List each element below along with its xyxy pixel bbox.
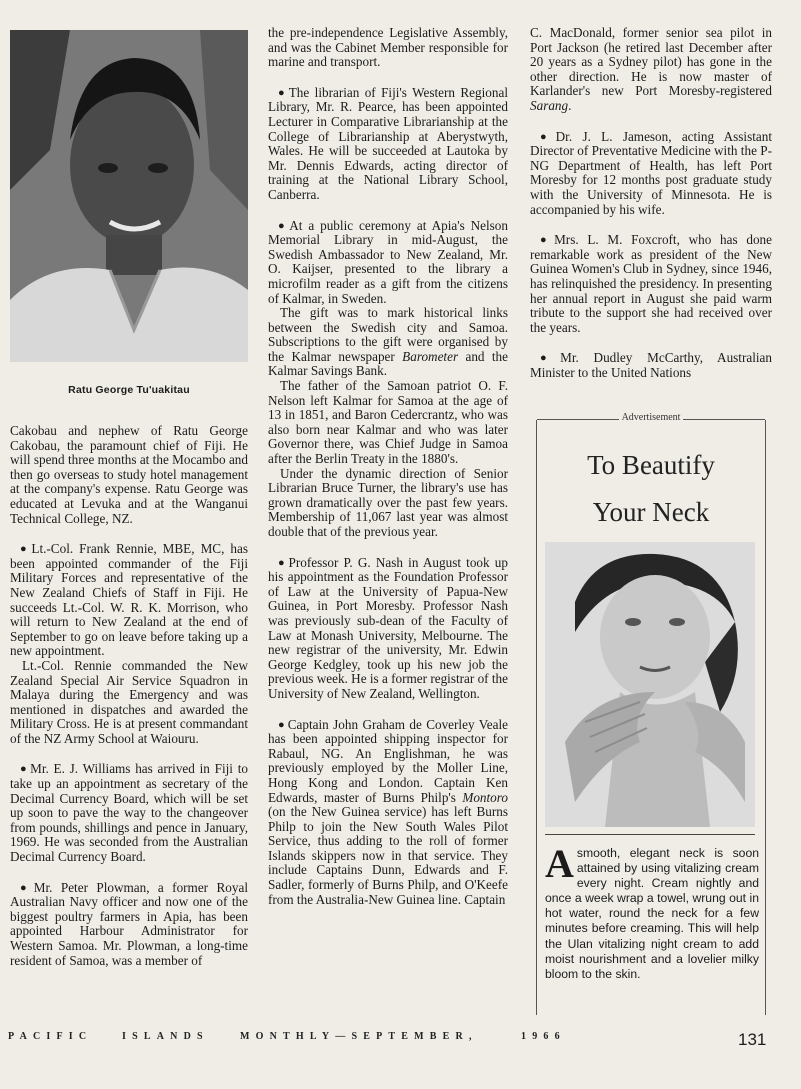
article-paragraph: ● Mr. Peter Plowman, a former Royal Australian Navy officer and now one of the biggest poultry farmers in Apia, has been appointed Harbour Administrator for Western Samoa. Mr. Plowman, a long-time resident of Samoa, was a member of [10, 879, 248, 968]
bullet-icon: ● [540, 352, 559, 365]
ad-headline: To Beautify Your Neck [587, 450, 715, 527]
bullet-icon: ● [278, 219, 288, 232]
publication-year: 1966 [521, 1031, 566, 1042]
article-paragraph: Lt.-Col. Rennie commanded the New Zealand Special Air Service Squadron in Malaya during the Emergency and was mentioned in dispatches and awarded the Military Cross. He is at present commandant of the NZ Army School at Waiouru. [10, 657, 248, 746]
article-paragraph: ● Mr. Dudley McCarthy, Australian Minister to the United Nations [530, 350, 772, 380]
publication-issue: MONTHLY—SEPTEMBER, [240, 1031, 478, 1042]
article-paragraph: Cakobau and nephew of Ratu George Cakobau, the paramount chief of Fiji. He will spend three months at the Mocambo and then go overseas to study hotel management at the company's expense. Ratu George was educated at Levuka and at the Wanganui Technical College, NZ. [10, 423, 248, 526]
article-paragraph: ● Dr. J. L. Jameson, acting Assistant Director of Preventative Medicine with the P-NG Department of Health, has left Port Moresby for 12 months post graduate study with the University of Minnesota. He is accompanied by his wife. [530, 128, 772, 217]
article-paragraph: ● Mrs. L. M. Foxcroft, who has done remarkable work as president of the New Guinea Women's Club in Sydney, since 1946, has relinquished the presidency. In presenting her annual report in August she paid warm tribute to the support she had received over the years. [530, 232, 772, 335]
column-3 [530, 26, 772, 380]
bullet-icon: ● [278, 718, 286, 731]
bullet-icon: ● [278, 556, 287, 569]
page-footer [8, 1031, 768, 1051]
article-paragraph: ● Mr. E. J. Williams has arrived in Fiji to take up an appointment as secretary of the Decimal Currency Board, which will be set up soon to pave the way to the changeover from pounds, shillings and pence in January, 1969. He was seconded from the Australian Decimal Currency Board. [10, 761, 248, 865]
article-paragraph: ● Lt.-Col. Frank Rennie, MBE, MC, has been appointed commander of the Fiji Military Forces and representative of the New Zealand Chiefs of Staff in Fiji. He succeeds Lt.-Col. W. R. K. Morrison, who will return to New Zealand at the end of September to go on leave before taking up a new appointment. [10, 541, 248, 659]
bullet-icon: ● [20, 881, 32, 894]
advertisement [536, 412, 766, 1015]
portrait-photo [10, 30, 248, 362]
ad-photo [545, 542, 755, 827]
ad-image [545, 542, 755, 827]
bullet-icon: ● [20, 763, 29, 776]
publication-name: ISLANDS [122, 1031, 209, 1042]
bullet-icon: ● [540, 130, 554, 143]
bullet-icon: ● [20, 543, 30, 556]
article-paragraph: ● At a public ceremony at Apia's Nelson Memorial Library in mid-August, the Swedish Ambassador to New Zealand, Mr. O. Kaijser, presented to the library a microfilm reader as a gift from the citizens of Kalmar, in Sweden. [268, 217, 508, 306]
article-paragraph: the pre-independence Legislative Assembly, and was the Cabinet Member responsible for marine and transport. [268, 25, 508, 70]
photo-caption: Ratu George Tu'uakitau [68, 384, 190, 396]
article-paragraph: ● The librarian of Fiji's Western Regional Library, Mr. R. Pearce, has been appointed Lecturer in Comparative Librarianship at the College of Librarianship at Aberystwyth, Wales. He will be succeeded at Lautoka by Mr. Dennis Edwards, acting director of training at the National Library School, Canberra. [268, 84, 508, 202]
portrait-image [10, 30, 248, 362]
article-paragraph: C. MacDonald, former senior sea pilot in Port Jackson (he retired last December after 20 years as a Sydney pilot) has gone in the other direction. He is now master of Karlander's new Port Moresby-registered Sarang. [530, 25, 772, 113]
article-paragraph: ● Professor P. G. Nash in August took up his appointment as the Foundation Professor of Law at the University of Papua-New Guinea, in Port Moresby. Professor Nash was previously sub-dean of the Faculty of Law at Monash University, Melbourne. The new registrar of the university, Mr. Edwin George Kedgley, took up his new job the previous week. He is a former registrar of the University of New Zealand, Wellington. [268, 554, 508, 701]
bullet-icon: ● [540, 234, 553, 247]
ad-label: Advertisement [537, 412, 765, 423]
page-number: 131 [738, 1030, 767, 1049]
ad-dropcap: A [545, 841, 574, 886]
column-1 [10, 26, 248, 968]
column-2 [268, 26, 508, 907]
publication-name: PACIFIC [8, 1031, 93, 1042]
article-paragraph: ● Captain John Graham de Coverley Veale has been appointed shipping inspector for Rabaul, NG. An Englishman, he was previously employed by the Moller Line, Hong Kong and London. Captain Ken Edwards, master of Burns Philp's Montoro (on the New Guinea service) has left Burns Philp to join the New South Wales Pilot Service, thus adding to the roll of former Islands skippers now in that service. They include Captains Dunn, Edwards and F. Sadler, formerly of Burns Philp, and O'Keefe from the Australia-New Guinea line. Captain [268, 716, 508, 907]
article-paragraph: The gift was to mark historical links between the Swedish city and Samoa. Subscriptions to the gift were organised by the Kalmar newspaper Barometer and the Kalmar Savings Bank. [268, 305, 508, 379]
article-paragraph: The father of the Samoan patriot O. F. Nelson left Kalmar for Samoa at the age of 13 in 1851, and Baron Cedercrantz, who was also born near Kalmar and who was later Governor there, was Chief Judge in Samoa after the Berlin Treaty in the 1880's. [268, 378, 508, 467]
article-paragraph: Under the dynamic direction of Senior Librarian Bruce Turner, the library's use has grown dramatically over the past few years. Membership of 11,067 last year was almost double that of the previous year. [268, 465, 508, 539]
ad-divider [545, 834, 755, 835]
bullet-icon: ● [278, 86, 287, 99]
ad-body-text: Asmooth, elegant neck is soon attained by using vitalizing cream every night. Cream nightly and once a week wrap a towel, wrung out in hot water, round the neck for a few minutes before creaming. This will help the Ulan vitalizing night cream to add moist nourishment and a lovelier milky bloom to the skin. [545, 841, 759, 981]
